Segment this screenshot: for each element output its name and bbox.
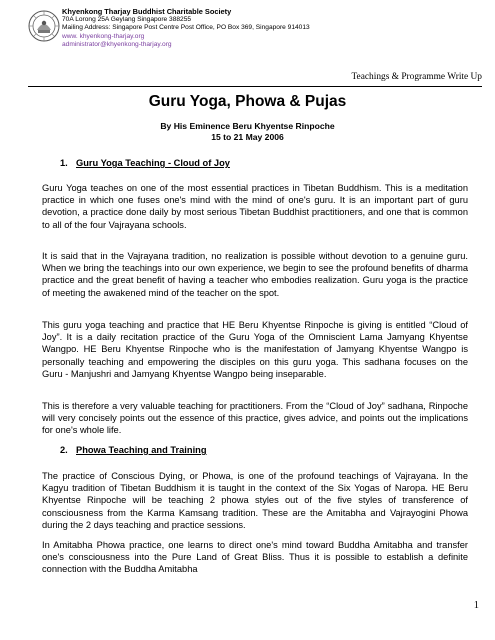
society-emblem-icon xyxy=(28,10,60,42)
header-divider xyxy=(28,86,482,87)
section-title: Guru Yoga Teaching - Cloud of Joy xyxy=(76,158,230,168)
section-number: 1. xyxy=(60,158,68,168)
org-address: 70A Lorong 25A Geylang Singapore 388255 xyxy=(62,16,192,23)
document-type-label: Teachings & Programme Write Up xyxy=(351,72,482,82)
document-author: By His Eminence Beru Khyentse Rinpoche xyxy=(160,121,335,131)
org-website-link[interactable]: www. khyenkong-tharjay.org xyxy=(62,32,145,40)
paragraph: In Amitabha Phowa practice, one learns to direct one's mind toward Buddha Amitabha and transfer one's consciousness into the Pure Land of Great Bliss. Thus it is possible to establish a definite connection with the Buddha Amitabha xyxy=(42,540,468,575)
section-heading xyxy=(60,445,207,455)
paragraph: It is said that in the Vajrayana tradition, no realization is possible without devotion to a genuine guru. When we bring the teachings into our own experience, we begin to see the profound benefits of dharma practice and the great benefit of having a teacher who embodies realization. Guru yoga is the practice of meeting the awakened mind of the teacher on the spot. xyxy=(42,251,468,298)
document-dates: 15 to 21 May 2006 xyxy=(211,132,284,142)
paragraph: Guru Yoga teaches on one of the most essential practices in Tibetan Buddhism. This is a meditation practice in which one fuses one's mind with the mind of one's guru. It is an important part of guru devotion, a practice done daily by most serious Tibetan Buddhist practitioners, and one that is common to all of the four Vajrayana schools. xyxy=(42,183,468,230)
paragraph: This is therefore a very valuable teaching for practitioners. From the “Cloud of Joy” sadhana, Rinpoche will very concisely points out the essence of this practice, gives advice, and points out the implications for one's whole life. xyxy=(42,401,468,436)
paragraph: This guru yoga teaching and practice that HE Beru Khyentse Rinpoche is giving is entitled “Cloud of Joy”. It is a daily recitation practice of the Guru Yoga of the Omniscient Lama Jamyang Khyentse Wangpo. HE Beru Khyentse Rinpoche who is the manifestation of Jamyang Khyentse Wangpo is personally teaching and empowering the disciples on this guru yoga. This sadhana focuses on the Guru - Manjushri and Jamyang Khyentse Wangpo being inseparable. xyxy=(42,320,468,379)
document-title: Guru Yoga, Phowa & Pujas xyxy=(148,93,347,110)
org-email-link[interactable]: administrator@khyenkong-tharjay.org xyxy=(62,41,172,49)
org-mailing-address: Mailing Address: Singapore Post Centre Post Office, PO Box 369, Singapore 914013 xyxy=(62,24,310,32)
page-number: 1 xyxy=(473,600,479,611)
section-heading xyxy=(60,158,230,168)
paragraph: The practice of Conscious Dying, or Phowa, is one of the profound teachings of Vajrayana. In the Kagyu tradition of Tibetan Buddhism it is taught in the context of the Six Yogas of Naropa. HE Beru Khyentse Rinpoche will be teaching 2 phowa styles out of the five styles of transference of consciousness from the Karma Kamsang tradition. These are the Amitabha and Vajrayogini Phowa during the 2 days teaching and practice sessions. xyxy=(42,471,468,530)
org-name: Khyenkong Tharjay Buddhist Charitable Society xyxy=(62,7,232,16)
section-title: Phowa Teaching and Training xyxy=(76,445,207,455)
section-number: 2. xyxy=(60,445,68,455)
letterhead xyxy=(62,7,482,50)
